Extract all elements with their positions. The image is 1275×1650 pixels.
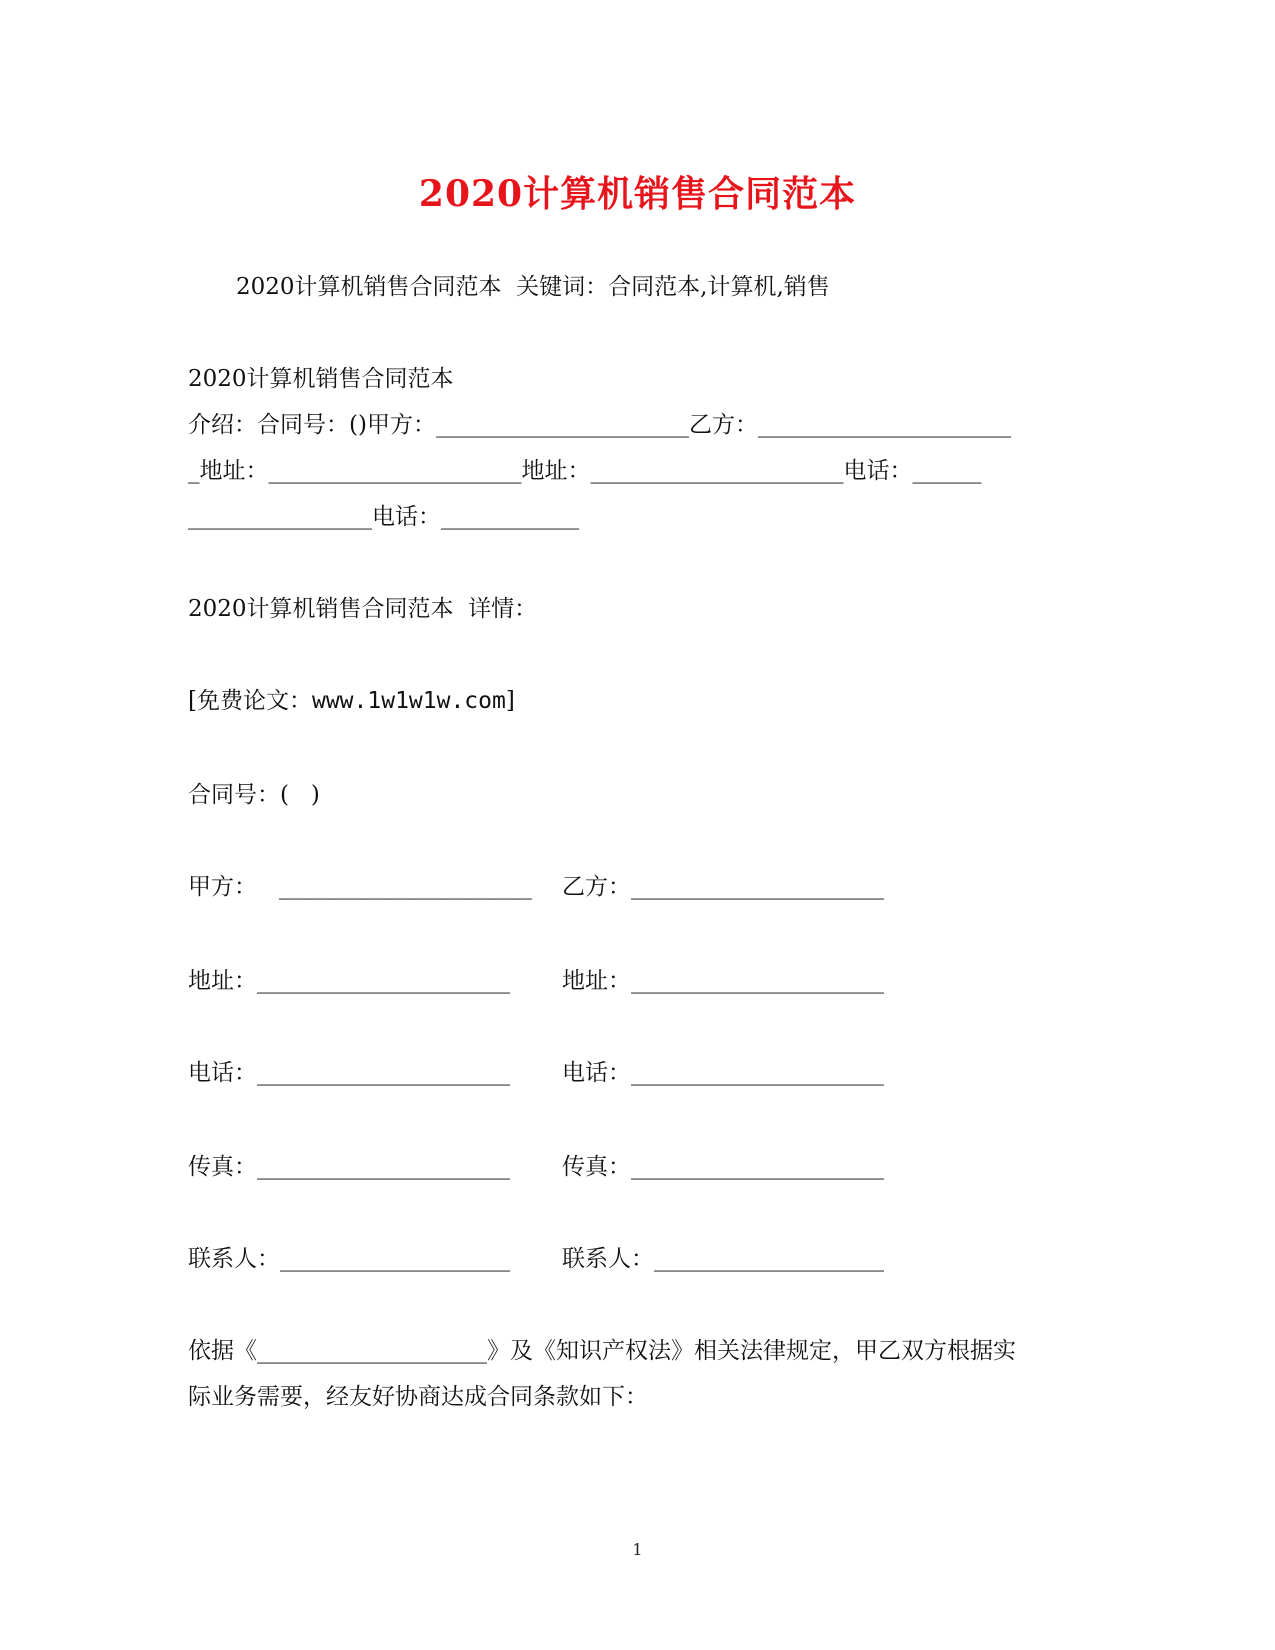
intro-heading: 2020计算机销售合同范本 xyxy=(188,366,454,392)
document-title: 2020计算机销售合同范本 xyxy=(418,173,857,215)
intro-line-3: ________________电话：____________ xyxy=(188,504,579,530)
party-a-contact: 联系人：____________________ xyxy=(188,1246,510,1272)
source-note-link[interactable]: www.1w1w1w.com xyxy=(311,688,506,714)
source-note-suffix: ] xyxy=(505,688,515,714)
details-heading: 2020计算机销售合同范本 详情： xyxy=(188,596,538,622)
basis-line-2: 际业务需要，经友好协商达成合同条款如下： xyxy=(188,1384,648,1410)
basis-line-1: 依据《____________________》及《知识产权法》相关法律规定，甲乙双方根据实 xyxy=(188,1338,1016,1364)
party-b-contact: 联系人：____________________ xyxy=(562,1246,884,1272)
party-b-fax: 传真：______________________ xyxy=(562,1154,884,1180)
source-note-prefix: [免费论文： xyxy=(188,688,312,714)
party-b-phone: 电话：______________________ xyxy=(562,1060,884,1086)
page-number: 1 xyxy=(632,1540,643,1559)
party-b-name: 乙方：______________________ xyxy=(562,874,884,900)
party-a-phone: 电话：______________________ xyxy=(188,1060,510,1086)
party-a-fax: 传真：______________________ xyxy=(188,1154,510,1180)
intro-line-1: 介绍：合同号：()甲方：______________________乙方：______________________ xyxy=(188,412,1011,438)
keywords-line: 2020计算机销售合同范本 关键词：合同范本,计算机,销售 xyxy=(236,274,830,300)
intro-line-2: _地址：______________________地址：______________________电话：______ xyxy=(188,458,982,484)
source-note xyxy=(188,686,515,716)
party-a-name: 甲方： ______________________ xyxy=(188,874,532,900)
party-a-address: 地址：______________________ xyxy=(188,968,510,994)
contract-number: 合同号：( ) xyxy=(188,782,320,808)
party-b-address: 地址：______________________ xyxy=(562,968,884,994)
